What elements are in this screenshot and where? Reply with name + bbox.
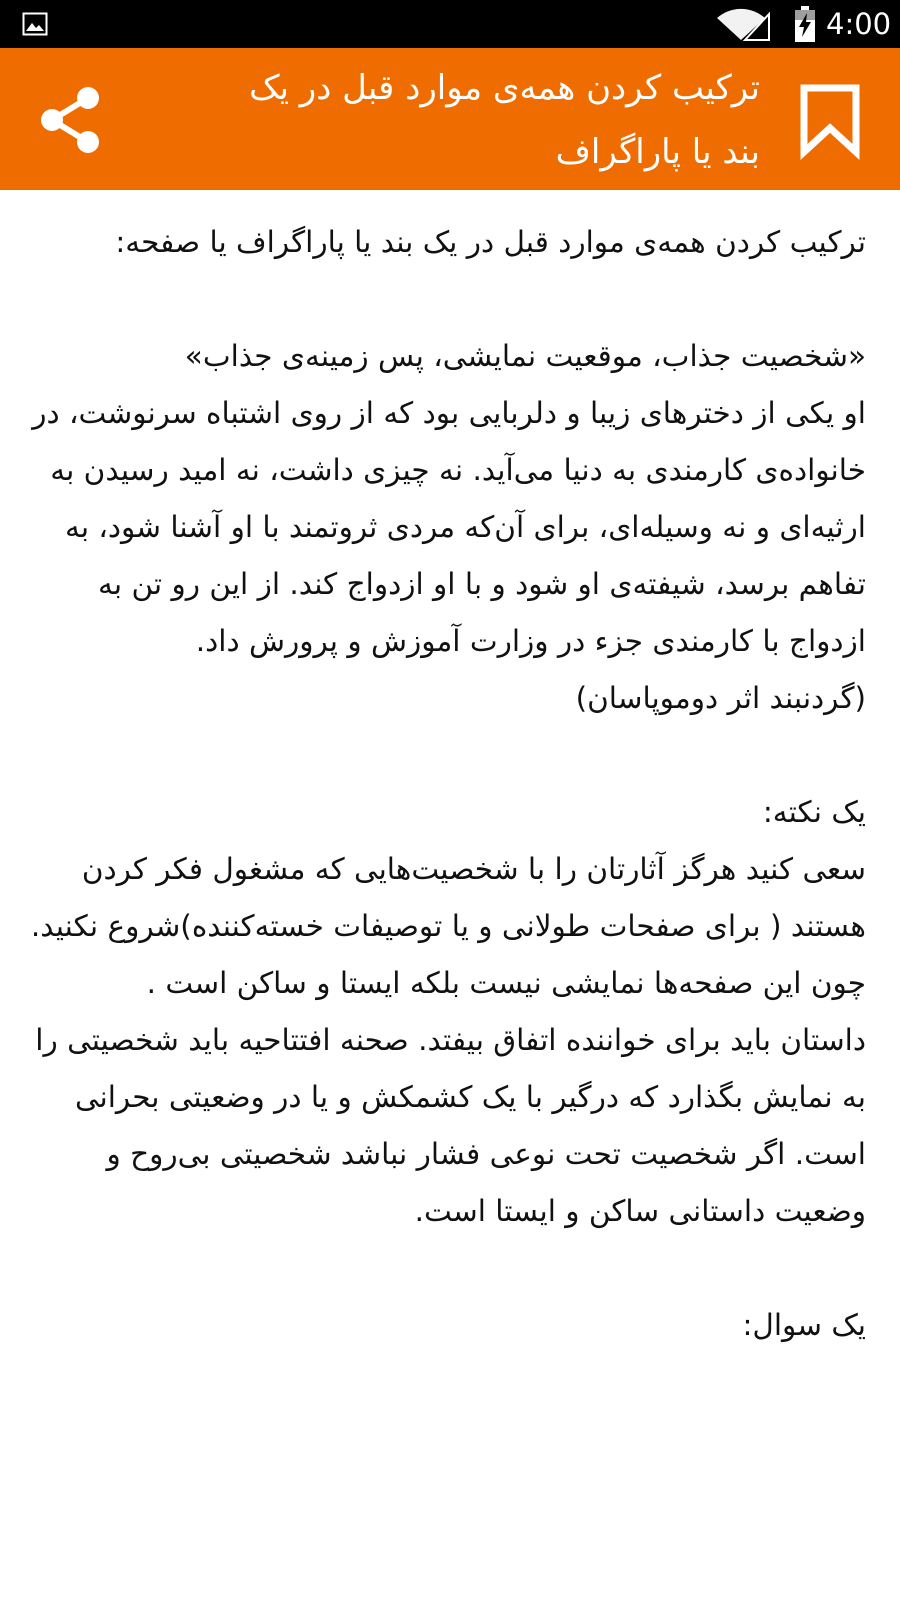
app-bar <box>0 48 900 190</box>
paragraph <box>30 727 866 784</box>
battery-icon <box>794 6 816 42</box>
article-body[interactable] <box>30 190 866 1600</box>
paragraph <box>30 1240 866 1297</box>
clock: 4:00 <box>826 7 892 41</box>
paragraph: یک سوال: <box>742 1308 866 1342</box>
wifi-icon <box>715 8 771 40</box>
paragraph: ترکیب کردن همه‌ی موارد قبل در یک بند یا پاراگراف یا صفحه: <box>115 225 866 259</box>
paragraph <box>30 271 866 328</box>
bookmark-icon[interactable] <box>799 84 861 156</box>
share-icon[interactable] <box>36 84 104 156</box>
page-title: ترکیب کردن همه‌ی موارد قبل در یک بند یا پاراگراف <box>249 68 760 172</box>
paragraph: یک نکته: سعی کنید هرگز آثارتان را با شخصیت‌هایی که مشغول فکر کردن هستند ( برای صفحات طولانی و یا توصیفات خسته‌کننده)شروع نکنید. چون این صفحه‌ها نمایشی نیست بلکه ایستا و ساکن است . داستان باید برای خواننده اتفاق بیفتد. صحنه افتتاحیه باید شخصیتی را به نمایش بگذارد که درگیر با یک کشمکش و یا در وضعیتی بحرانی است. اگر شخصیت تحت نوعی فشار نباشد شخصیتی بی‌روح و وضعیت داستانی ساکن و ایستا است. <box>30 795 866 1228</box>
paragraph: «شخصیت جذاب، موقعیت نمایشی، پس زمینه‌ی جذاب» او یکی از دخترهای زیبا و دلربایی بود که از روی اشتباه سرنوشت، در خانواده‌ی کارمندی به دنیا می‌آید. نه چیزی داشت، نه امید رسیدن به ارثیه‌ای و نه وسیله‌ای، برای آن‌که مردی ثروتمند با او آشنا شود، به تفاهم برسد، شیفته‌ی او شود و با او ازدواج کند. از این رو تن به ازدواج با کارمندی جزء در وزارت آموزش و پرورش داد. (گردنبند اثر دوموپاسان) <box>32 339 866 715</box>
status-bar <box>0 0 900 48</box>
gallery-icon <box>22 12 48 36</box>
